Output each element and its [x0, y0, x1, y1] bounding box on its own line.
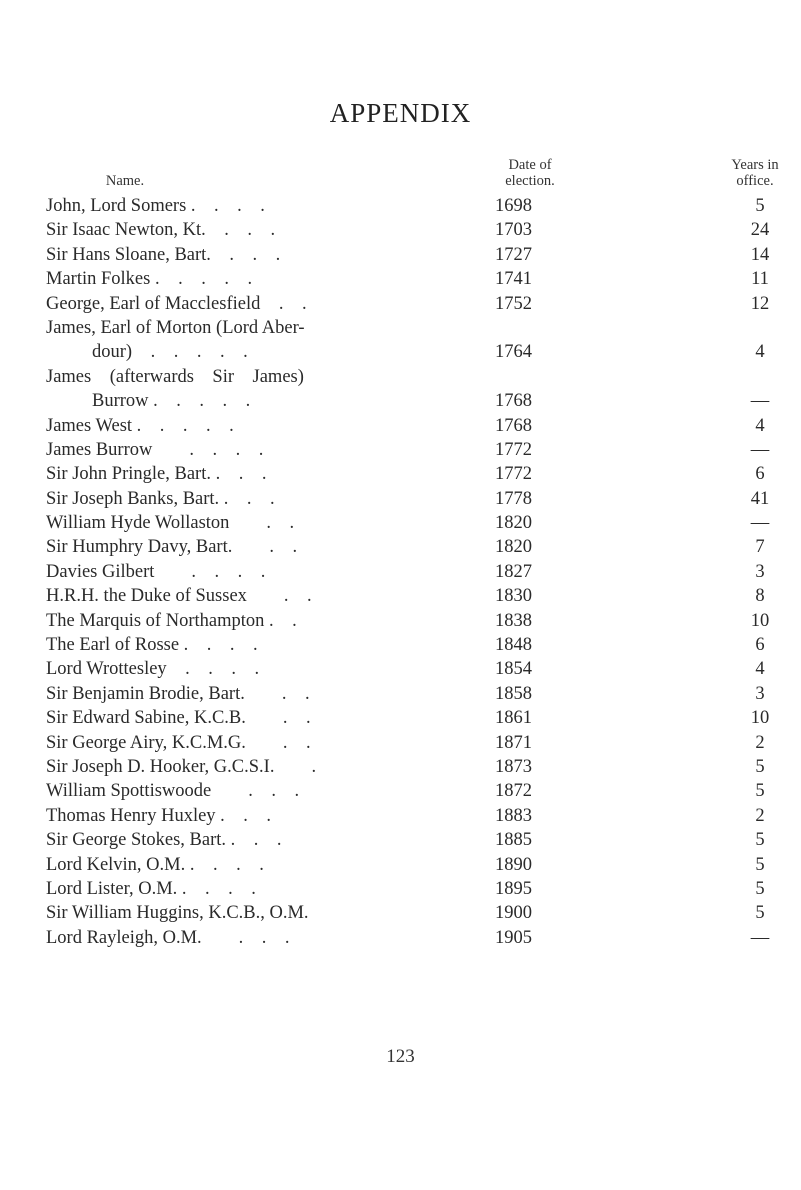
row-name: George, Earl of Macclesfield . . [46, 293, 307, 314]
row-years: — [750, 927, 770, 948]
row-years: 2 [755, 732, 765, 753]
row-date: 1778 [495, 488, 532, 509]
table-row [0, 755, 801, 779]
row-date: 1861 [495, 708, 532, 729]
row-years: 14 [750, 244, 770, 265]
row-years: 5 [755, 903, 765, 924]
table-row [0, 487, 801, 511]
row-date: 1895 [495, 878, 532, 899]
row-date: 1883 [495, 805, 532, 826]
table-row [0, 316, 801, 340]
row-name: Lord Lister, O.M. . . . . [46, 878, 256, 899]
row-name: Sir Humphry Davy, Bart. . . [46, 537, 298, 558]
row-years: — [750, 439, 770, 460]
column-header-years-line2: office. [736, 173, 774, 189]
column-header-years-line1: Years in [731, 157, 779, 173]
row-date: 1698 [495, 196, 532, 216]
row-date: 1772 [495, 439, 532, 460]
row-name: Sir John Pringle, Bart. . . . [46, 464, 267, 485]
row-date: 1703 [495, 220, 532, 241]
row-years: 4 [755, 659, 765, 680]
row-years: 3 [755, 683, 765, 704]
table-row [0, 218, 801, 242]
row-name: Sir Hans Sloane, Bart. . . . [46, 244, 281, 265]
row-name: Martin Folkes . . . . . [46, 269, 253, 290]
row-name: Lord Kelvin, O.M. . . . . [46, 854, 264, 875]
row-date: 1885 [495, 830, 532, 851]
row-name: The Marquis of Northampton . . [46, 610, 297, 631]
row-name: James West . . . . . [46, 415, 234, 436]
table-row [0, 779, 801, 803]
row-date: 1854 [495, 659, 532, 680]
table-row [0, 633, 801, 657]
column-header-name [85, 173, 165, 189]
table-row [0, 828, 801, 852]
table-row [0, 584, 801, 608]
row-years: 12 [750, 293, 770, 314]
row-date: 1772 [495, 464, 532, 485]
row-name: William Hyde Wollaston . . [46, 513, 295, 534]
row-date: 1727 [495, 244, 532, 265]
row-name: James (afterwards Sir James) [46, 366, 304, 387]
row-name: The Earl of Rosse . . . . [46, 635, 258, 656]
row-years: 7 [755, 537, 765, 558]
row-name: Davies Gilbert . . . . [46, 561, 266, 582]
row-name: Thomas Henry Huxley . . . [46, 805, 272, 826]
table-row [0, 462, 801, 486]
column-header-date [475, 157, 585, 189]
row-name: James Burrow . . . . [46, 439, 264, 460]
table-row [0, 901, 801, 925]
table-row [0, 926, 801, 950]
row-years: 24 [750, 220, 770, 241]
row-years: 5 [755, 781, 765, 802]
row-years: 5 [755, 878, 765, 899]
row-years: 2 [755, 805, 765, 826]
table-row [0, 535, 801, 559]
row-date: 1768 [495, 415, 532, 436]
page-heading: APPENDIX [329, 98, 472, 128]
row-years: — [750, 391, 770, 412]
table-row [0, 389, 801, 413]
row-date: 1858 [495, 683, 532, 704]
table-row [0, 657, 801, 681]
row-name: H.R.H. the Duke of Sussex . . [46, 586, 312, 607]
row-date: 1827 [495, 561, 532, 582]
row-date: 1871 [495, 732, 532, 753]
row-name: Sir George Stokes, Bart. . . . [46, 830, 282, 851]
table-row [0, 414, 801, 438]
table-row [0, 682, 801, 706]
row-years: 3 [755, 561, 765, 582]
row-name: James, Earl of Morton (Lord Aber- [46, 317, 305, 338]
row-years: 6 [755, 464, 765, 485]
table-row [0, 609, 801, 633]
row-name: Sir Isaac Newton, Kt. . . . [46, 220, 276, 241]
column-header-date-line1: Date of [508, 157, 552, 173]
row-name: dour) . . . . . [92, 342, 248, 363]
table-row [0, 438, 801, 462]
row-years: 6 [755, 635, 765, 656]
table-row [0, 560, 801, 584]
row-name: Lord Wrottesley . . . . [46, 659, 260, 680]
table-row [0, 731, 801, 755]
row-name: Sir Joseph Banks, Bart. . . . [46, 488, 275, 509]
row-date: 1848 [495, 635, 532, 656]
row-date: 1752 [495, 293, 532, 314]
row-date: 1890 [495, 854, 532, 875]
row-name: Sir William Huggins, K.C.B., O.M. [46, 903, 309, 924]
row-date: 1900 [495, 903, 532, 924]
row-date: 1768 [495, 391, 532, 412]
table-row [0, 292, 801, 316]
table-row [0, 511, 801, 535]
row-date: 1820 [495, 537, 532, 558]
row-date: 1873 [495, 756, 532, 777]
row-years: 5 [755, 830, 765, 851]
row-date: 1838 [495, 610, 532, 631]
row-years: 41 [750, 488, 770, 509]
column-header-date-line2: election. [505, 173, 555, 189]
table-row [0, 243, 801, 267]
table-row [0, 267, 801, 291]
row-years: 11 [751, 269, 769, 290]
table-row [0, 365, 801, 389]
row-name: Sir Edward Sabine, K.C.B. . . [46, 708, 311, 729]
row-name: John, Lord Somers . . . . [46, 196, 265, 216]
row-date: 1872 [495, 781, 532, 802]
row-years: 4 [755, 415, 765, 436]
row-date: 1741 [495, 269, 532, 290]
row-years: — [750, 513, 770, 534]
column-header-name-label: Name. [105, 173, 145, 189]
row-name: Sir George Airy, K.C.M.G. . . [46, 732, 311, 753]
row-date: 1820 [495, 513, 532, 534]
row-date: 1830 [495, 586, 532, 607]
row-name: William Spottiswoode . . . [46, 781, 300, 802]
row-name: Sir Joseph D. Hooker, G.C.S.I. . [46, 756, 317, 777]
row-years: 5 [755, 196, 765, 216]
row-name: Lord Rayleigh, O.M. . . . [46, 927, 290, 948]
row-date: 1764 [495, 342, 532, 363]
row-years: 10 [750, 610, 770, 631]
row-name: Sir Benjamin Brodie, Bart. . . [46, 683, 310, 704]
row-years: 10 [750, 708, 770, 729]
row-name: Burrow . . . . . [92, 391, 251, 412]
row-years: 5 [755, 854, 765, 875]
row-date: 1905 [495, 927, 532, 948]
table-row [0, 340, 801, 364]
row-years: 5 [755, 756, 765, 777]
page-number: 123 [386, 1046, 415, 1067]
table-row [0, 853, 801, 877]
row-years: 8 [755, 586, 765, 607]
table-row [0, 194, 801, 218]
row-years: 4 [755, 342, 765, 363]
table-row [0, 706, 801, 730]
presidents-table [0, 194, 801, 950]
column-header-years [700, 157, 801, 189]
table-row [0, 804, 801, 828]
table-row [0, 877, 801, 901]
